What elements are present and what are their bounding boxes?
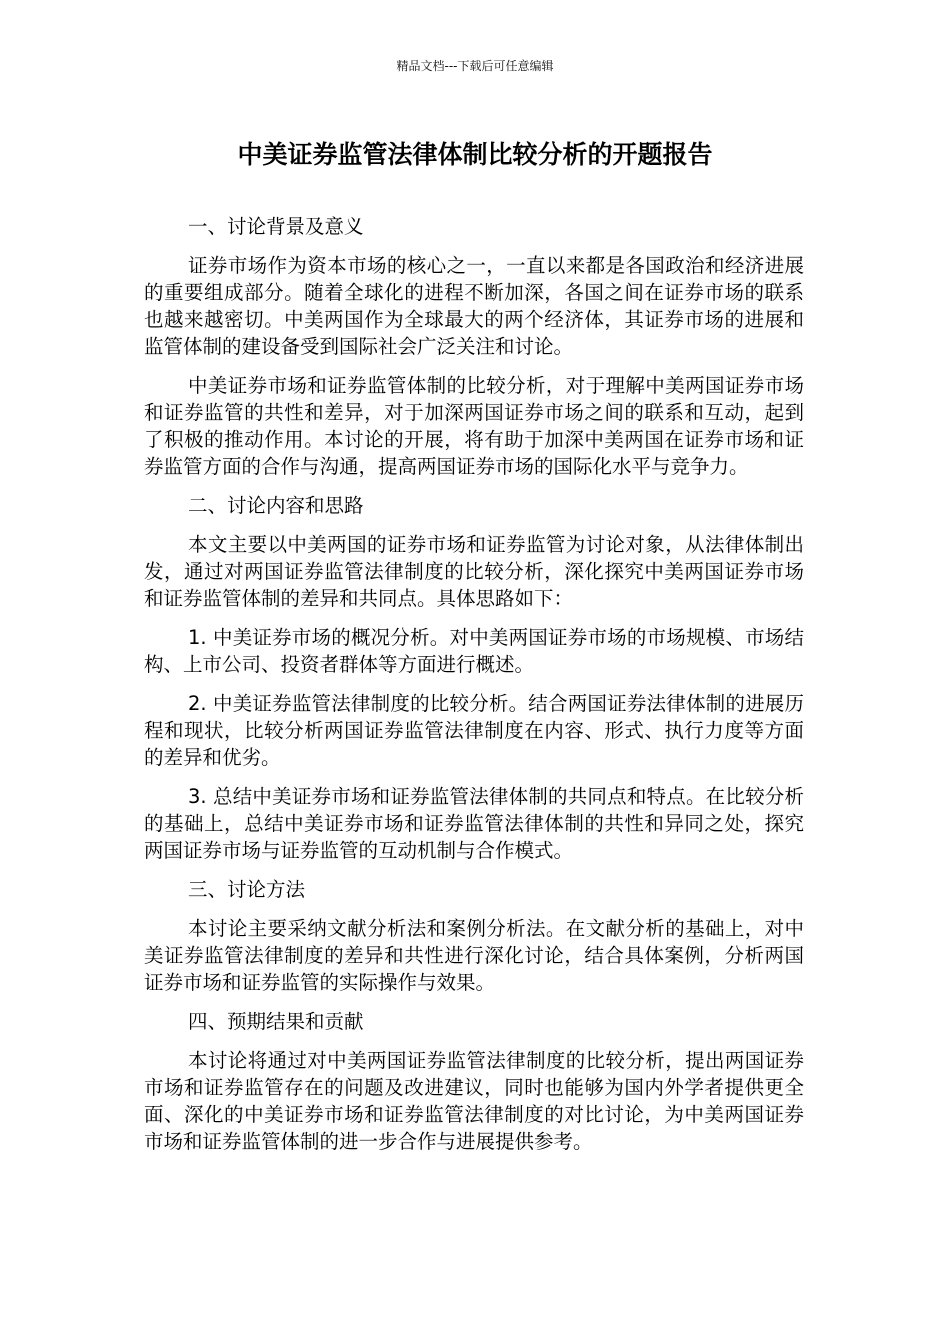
list-item: 1. 中美证券市场的概况分析。对中美两国证券市场的市场规模、市场结构、上市公司、投资者群体等方面进行概述。: [144, 626, 804, 676]
header-note: 精品文档---下载后可任意编辑: [396, 59, 554, 73]
section-heading-method: 三、讨论方法: [188, 878, 306, 901]
paragraph: 证券市场作为资本市场的核心之一，一直以来都是各国政治和经济进展的重要组成部分。随着全球化的进程不断加深，各国之间在证券市场的联系也越来越密切。中美两国作为全球最大的两个经济体，其证券市场的进展和监管体制的建设备受到国际社会广泛关注和讨论。: [144, 254, 804, 358]
section-heading-results: 四、预期结果和贡献: [188, 1010, 364, 1033]
document-body: [144, 213, 804, 1167]
document-title: 中美证券监管法律体制比较分析的开题报告: [237, 140, 713, 169]
paragraph: 本讨论主要采纳文献分析法和案例分析法。在文献分析的基础上，对中美证券监管法律制度的差异和共性进行深化讨论，结合具体案例，分析两国证券市场和证券监管的实际操作与效果。: [144, 917, 804, 994]
paragraph: 本讨论将通过对中美两国证券监管法律制度的比较分析，提出两国证券市场和证券监管存在的问题及改进建议，同时也能够为国内外学者提供更全面、深化的中美证券市场和证券监管法律制度的对比讨论，为中美两国证券市场和证券监管体制的进一步合作与进展提供参考。: [144, 1049, 804, 1153]
list-item: 3. 总结中美证券市场和证券监管法律体制的共同点和特点。在比较分析的基础上，总结中美证券市场和证券监管法律体制的共性和异同之处，探究两国证券市场与证券监管的互动机制与合作模式。: [144, 785, 804, 862]
section-heading-content: 二、讨论内容和思路: [188, 494, 364, 517]
section-heading-background: 一、讨论背景及意义: [188, 215, 364, 238]
paragraph: 中美证券市场和证券监管体制的比较分析，对于理解中美两国证券市场和证券监管的共性和差异，对于加深两国证券市场之间的联系和互动，起到了积极的推动作用。本讨论的开展，将有助于加深中美两国在证券市场和证券监管方面的合作与沟通，提高两国证券市场的国际化水平与竞争力。: [144, 374, 804, 478]
paragraph: 本文主要以中美两国的证券市场和证券监管为讨论对象，从法律体制出发，通过对两国证券监管法律制度的比较分析，深化探究中美两国证券市场和证券监管体制的差异和共同点。具体思路如下：: [144, 533, 804, 610]
list-item: 2. 中美证券监管法律制度的比较分析。结合两国证券法律体制的进展历程和现状，比较分析两国证券监管法律制度在内容、形式、执行力度等方面的差异和优劣。: [144, 692, 804, 769]
